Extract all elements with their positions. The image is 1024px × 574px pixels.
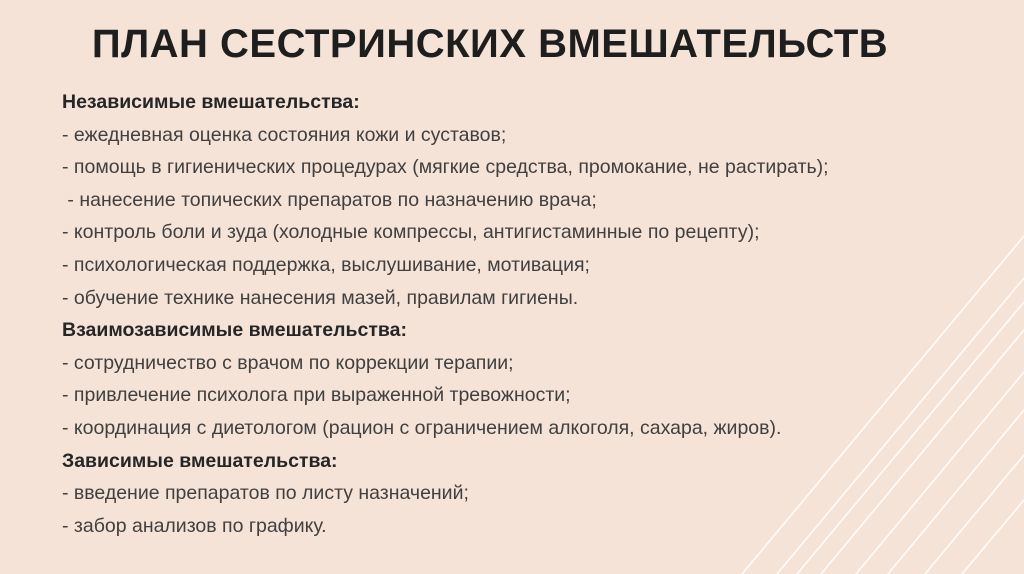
section-heading: Зависимые вмешательства:	[62, 449, 338, 472]
list-item: - сотрудничество с врачом по коррекции терапии;	[62, 351, 514, 374]
section-dependent	[62, 445, 942, 543]
list-item: - обучение технике нанесения мазей, правилам гигиены.	[62, 286, 579, 309]
list-item: - ежедневная оценка состояния кожи и суставов;	[62, 123, 507, 146]
intervention-plan	[62, 86, 942, 542]
slide-title: ПЛАН СЕСТРИНСКИХ ВМЕШАТЕЛЬСТВ	[91, 22, 889, 66]
list-item: - координация с диетологом (рацион с ограничением алкоголя, сахара, жиров).	[62, 416, 782, 439]
list-item: - забор анализов по графику.	[62, 514, 327, 537]
list-item: - привлечение психолога при выраженной тревожности;	[62, 384, 571, 407]
section-heading: Взаимозависимые вмешательства:	[62, 319, 407, 342]
list-item: - помощь в гигиенических процедурах (мягкие средства, промокание, не растирать);	[62, 156, 829, 179]
decor-line	[962, 500, 1024, 574]
list-item: - нанесение топических препаратов по назначению врача;	[62, 188, 597, 211]
section-interdependent	[62, 314, 942, 444]
list-item: - контроль боли и зуда (холодные компрессы, антигистаминные по рецепту);	[62, 221, 760, 244]
section-independent	[62, 86, 942, 314]
list-item: - психологическая поддержка, выслушивание, мотивация;	[62, 253, 590, 276]
section-heading: Независимые вмешательства:	[62, 91, 360, 113]
list-item: - введение препаратов по листу назначений;	[62, 482, 469, 505]
